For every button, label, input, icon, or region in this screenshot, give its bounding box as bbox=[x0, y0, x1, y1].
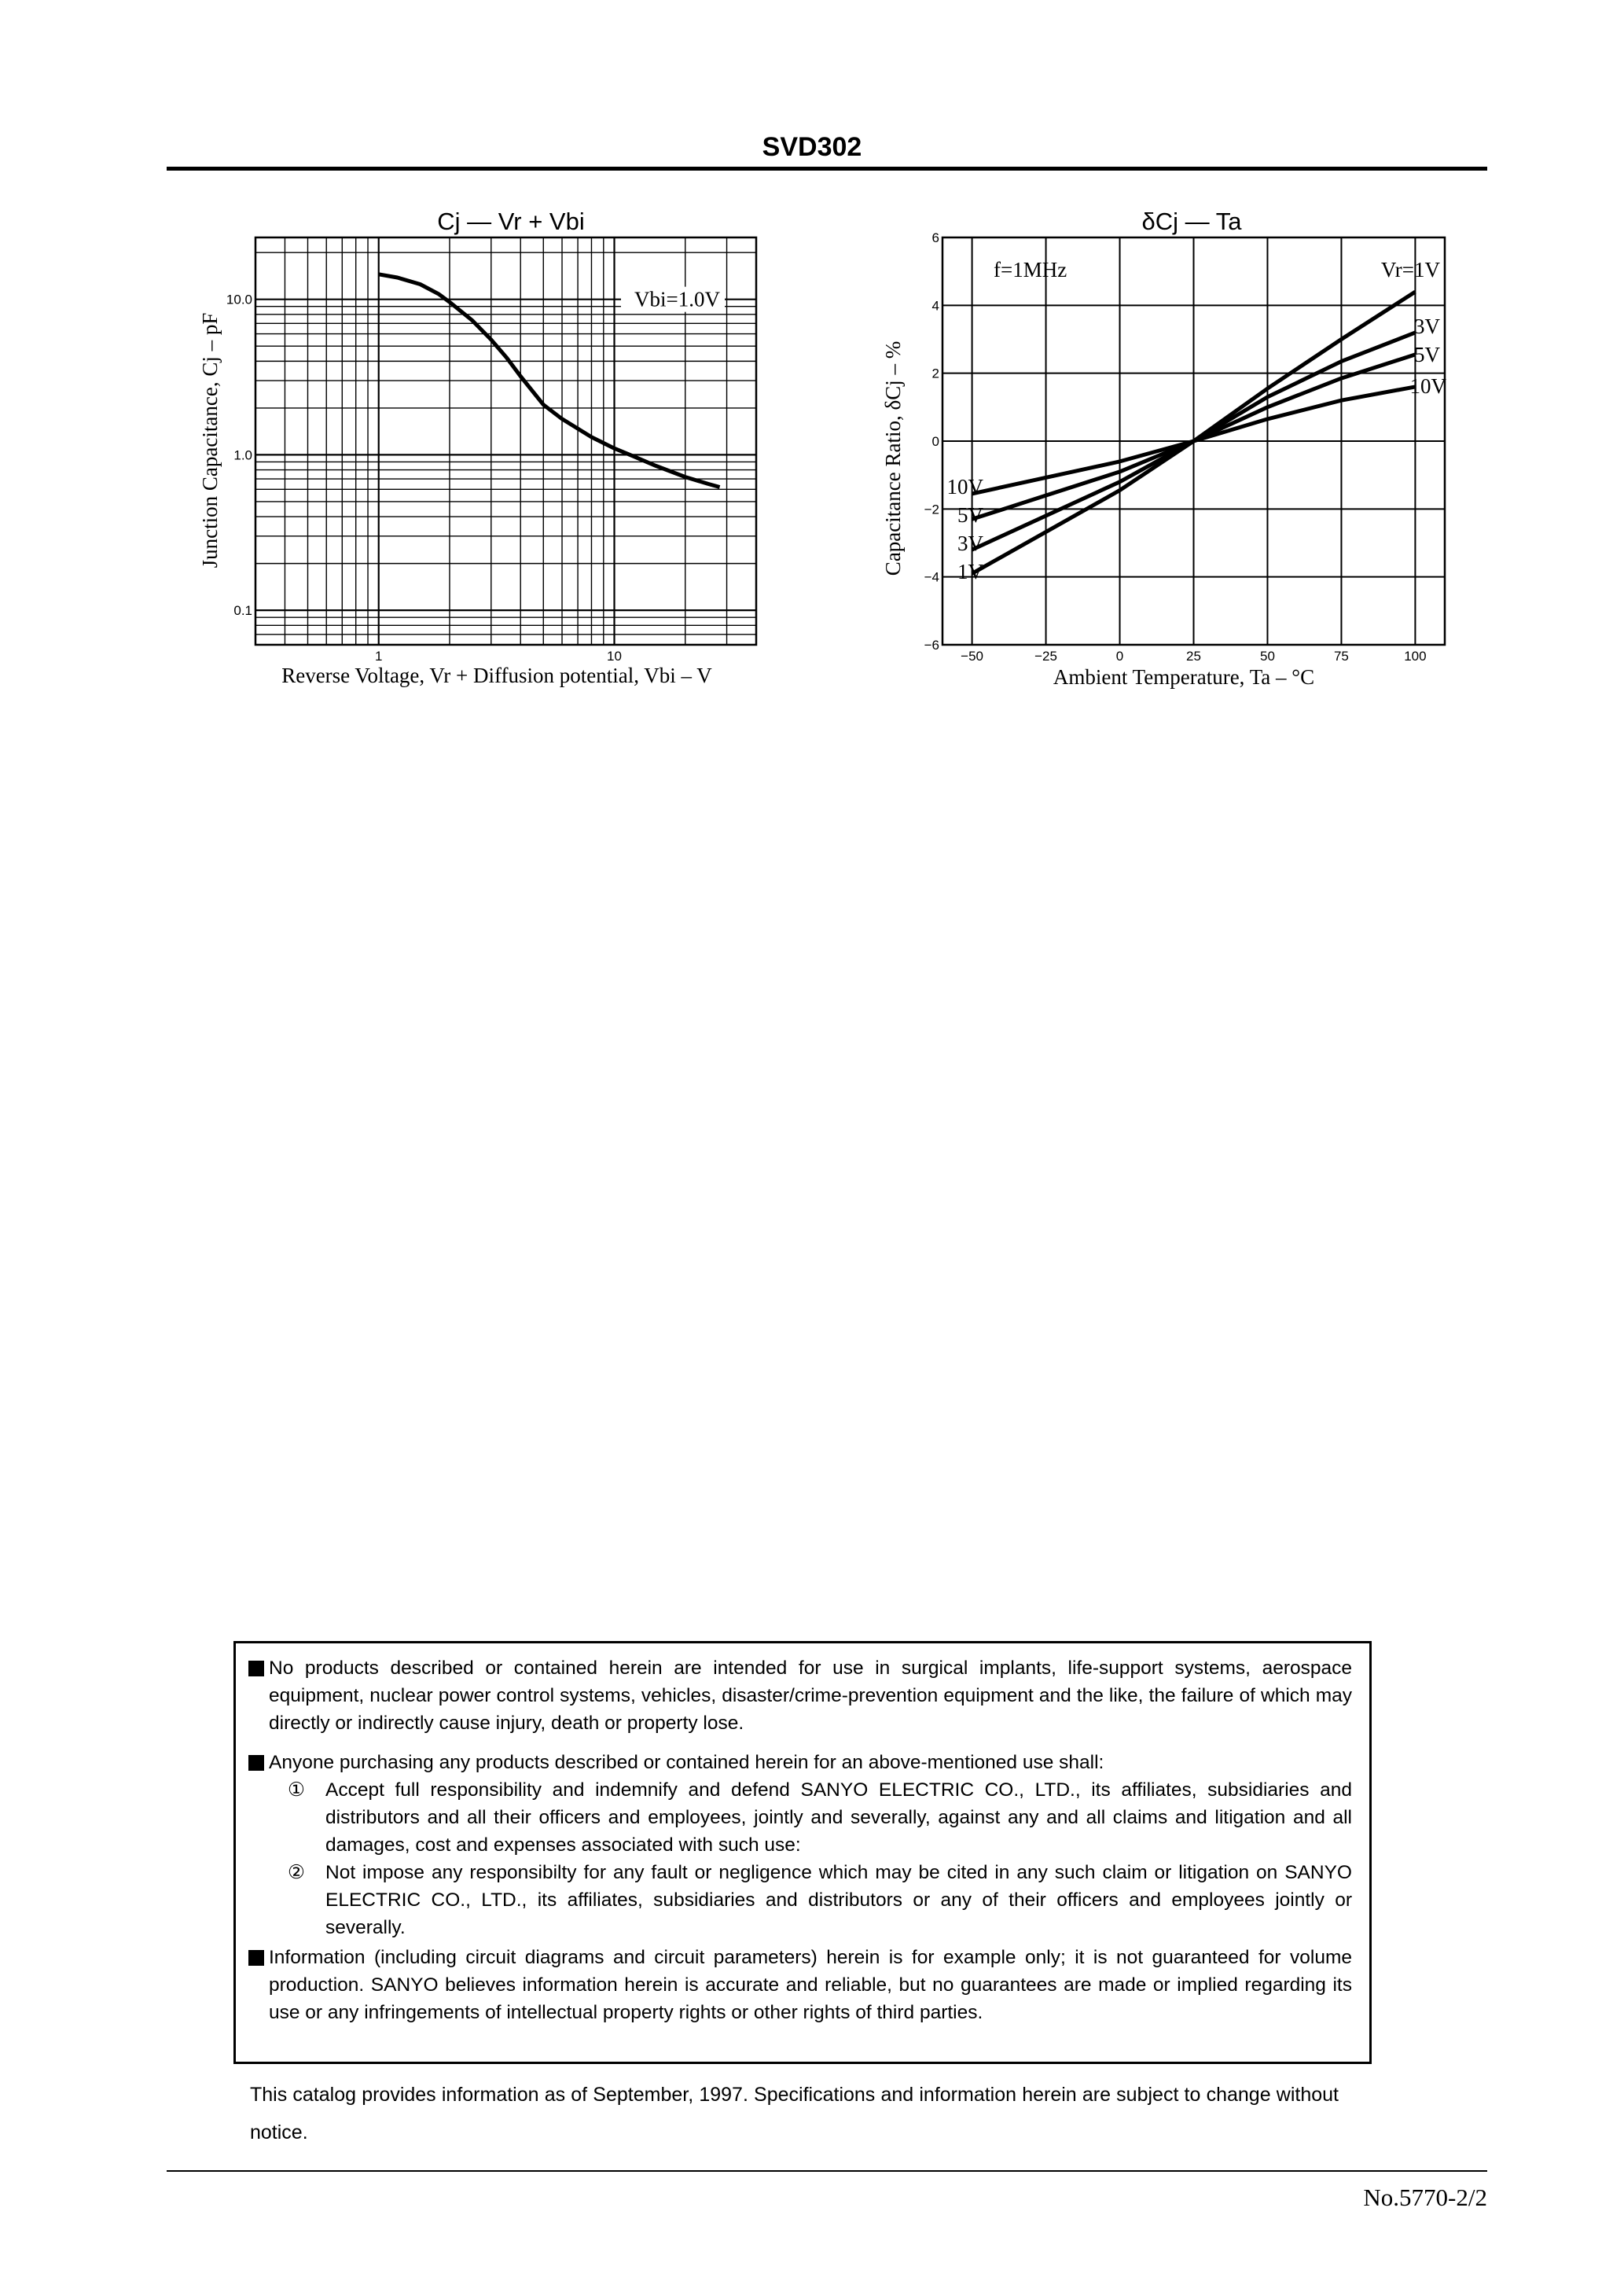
circled-number-1: ① bbox=[288, 1779, 305, 1801]
subitem-text: Accept full responsibility and indemnify and defend SANYO ELECTRIC CO., LTD., its affiliates, subsidiaries and distributors and all their officers and employees, jointly and severally, against any and all claims and litigation and all damages, cost and expenses associated with such use: bbox=[325, 1779, 1352, 1856]
chart-title: δCj — Ta bbox=[1141, 208, 1242, 235]
disclaimer-subitem-2 bbox=[269, 1859, 1352, 1941]
disclaimer-paragraph-3 bbox=[269, 1944, 1352, 2026]
y-tick-label: −2 bbox=[924, 502, 939, 517]
disclaimer-paragraph-1 bbox=[269, 1654, 1352, 1737]
series-label-right: 3V bbox=[1414, 315, 1440, 338]
disclaimer-paragraph-2 bbox=[269, 1749, 1352, 1941]
series-label-left: 3V bbox=[957, 532, 983, 555]
disclaimer-box bbox=[233, 1641, 1372, 2064]
series-labels bbox=[947, 258, 1447, 583]
circled-number-2: ② bbox=[288, 1862, 305, 1883]
y-tick-label: −6 bbox=[924, 638, 939, 653]
chart-title: Cj — Vr + Vbi bbox=[437, 208, 585, 235]
square-bullet-icon bbox=[248, 1950, 264, 1966]
square-bullet-icon bbox=[248, 1661, 264, 1676]
disclaimer-subitem-1 bbox=[269, 1776, 1352, 1859]
series-label-left: 5V bbox=[957, 503, 983, 527]
dcj-vs-temperature-chart bbox=[818, 0, 1624, 708]
series-label-right: 10V bbox=[1409, 374, 1446, 398]
x-tick-label: −25 bbox=[1034, 649, 1057, 664]
y-tick-label: 10.0 bbox=[226, 292, 252, 307]
y-tick-label: 0.1 bbox=[233, 603, 252, 619]
page-number: No.5770-2/2 bbox=[1363, 2184, 1487, 2211]
x-tick-label: 100 bbox=[1404, 649, 1427, 664]
x-tick-label: 10 bbox=[607, 649, 622, 664]
footer-rule bbox=[167, 2170, 1487, 2172]
square-bullet-icon bbox=[248, 1755, 264, 1771]
document-title: SVD302 bbox=[762, 132, 862, 162]
frequency-annotation: f=1MHz bbox=[994, 258, 1067, 281]
vbi-annotation: Vbi=1.0V bbox=[634, 287, 720, 311]
x-axis-label: Reverse Voltage, Vr + Diffusion potential, Vbi – V bbox=[281, 664, 712, 687]
x-tick-label: 75 bbox=[1333, 649, 1349, 664]
series-label-left: 1V bbox=[957, 560, 983, 583]
disclaimer-text: Anyone purchasing any products described or contained herein for an above-mentioned use shall: bbox=[269, 1752, 1104, 1773]
series-label-right: Vr=1V bbox=[1380, 258, 1440, 281]
cj-vs-voltage-chart bbox=[0, 0, 818, 708]
x-tick-label: 25 bbox=[1186, 649, 1201, 664]
series-label-left: 10V bbox=[946, 475, 983, 499]
y-axis-label: Capacitance Ratio, δCj – % bbox=[881, 340, 905, 576]
disclaimer-text: No products described or contained herein are intended for use in surgical implants, life-support systems, aerospace equipment, nuclear power control systems, vehicles, disaster/crime-prevention equipment and the like, the failure of which may directly or indirectly cause injury, death or property lose. bbox=[269, 1658, 1352, 1734]
disclaimer-text: Information (including circuit diagrams and circuit parameters) herein is for example only; it is not guaranteed for volume production. SANYO believes information herein is accurate and reliable, but no guarantees are made or implied regarding its use or any infringements of intellectual property rights or other rights of third parties. bbox=[269, 1947, 1352, 2023]
x-axis-label: Ambient Temperature, Ta – °C bbox=[1053, 665, 1315, 689]
x-tick-label: −50 bbox=[961, 649, 984, 664]
y-tick-label: 4 bbox=[931, 298, 939, 314]
y-tick-label: −4 bbox=[924, 569, 939, 585]
y-tick-label: 2 bbox=[931, 366, 939, 381]
x-tick-label: 50 bbox=[1260, 649, 1275, 664]
x-tick-label: 1 bbox=[375, 649, 383, 664]
y-tick-label: 1.0 bbox=[233, 447, 252, 463]
series-label-right: 5V bbox=[1414, 343, 1440, 366]
subitem-text: Not impose any responsibilty for any fault or negligence which may be cited in any such claim or litigation on SANYO ELECTRIC CO., LTD., its affiliates, subsidiaries and distributors or any of their officers and employees jointly or severally. bbox=[325, 1862, 1352, 1938]
x-tick-label: 0 bbox=[1115, 649, 1124, 664]
y-tick-label: 6 bbox=[931, 230, 939, 245]
catalog-note: This catalog provides information as of September, 1997. Specifications and information herein are subject to change without notice. bbox=[250, 2084, 1339, 2143]
y-axis-label: Junction Capacitance, Cj – pF bbox=[198, 312, 222, 568]
y-tick-label: 0 bbox=[931, 434, 939, 449]
